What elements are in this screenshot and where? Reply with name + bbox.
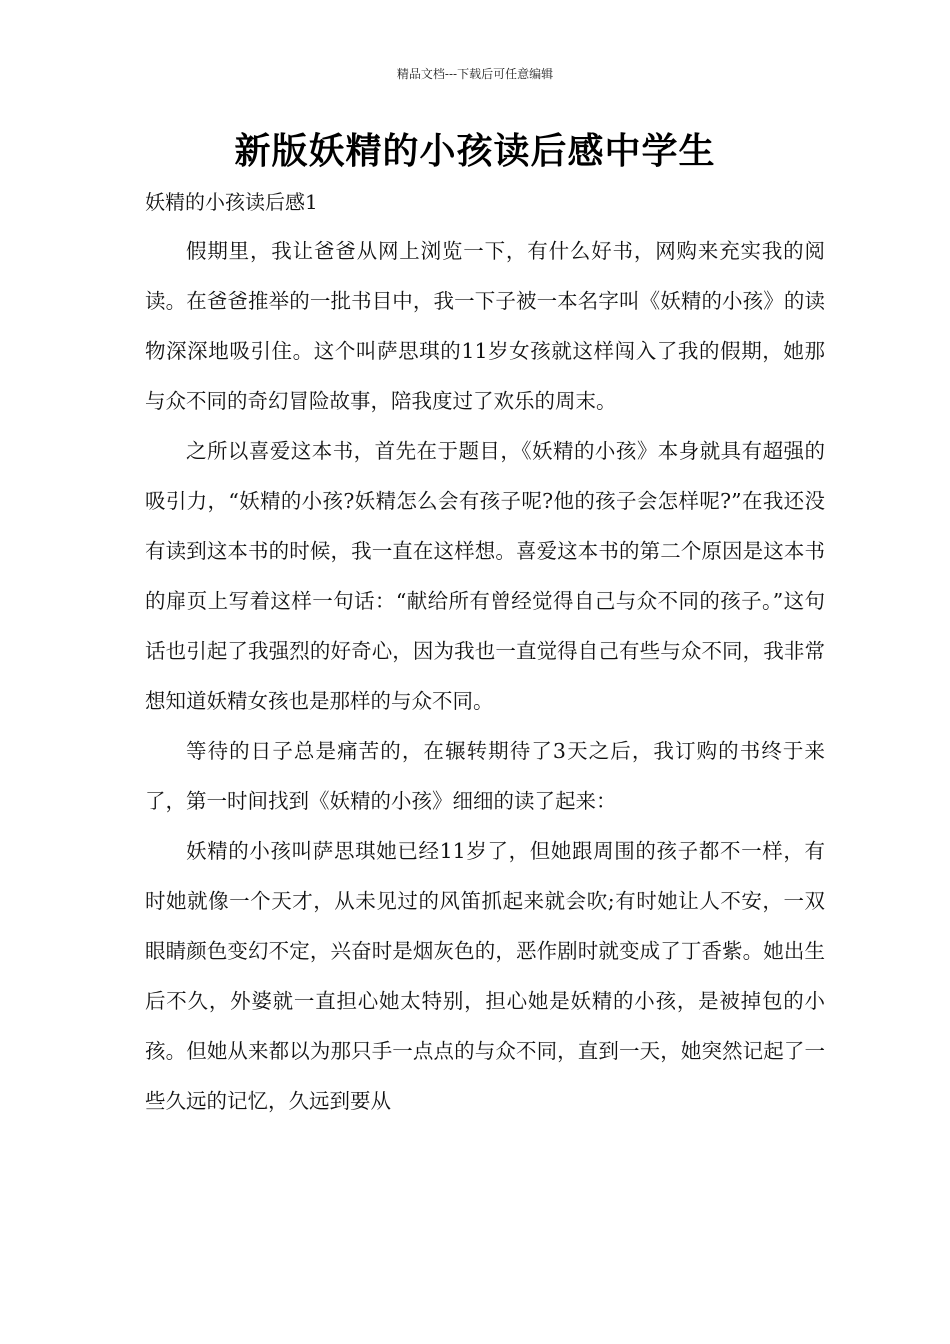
paragraph-2: 之所以喜爱这本书，首先在于题目，《妖精的小孩》本身就具有超强的吸引力，“妖精的小孩?妖精怎么会有孩子呢?他的孩子会怎样呢?”在我还没有读到这本书的时候，我一直在这样想。喜爱这本书的第二个原因是这本书的扉页上写着这样一句话：“献给所有曾经觉得自己与众不同的孩子。”这句话也引起了我强烈的好奇心，因为我也一直觉得自己有些与众不同，我非常想知道妖精女孩也是那样的与众不同。 [145,439,825,713]
paragraph-1: 假期里，我让爸爸从网上浏览一下，有什么好书，网购来充实我的阅读。在爸爸推举的一批书目中，我一下子被一本名字叫《妖精的小孩》的读物深深地吸引住。这个叫萨思琪的11岁女孩就这样闯入了我的假期，她那与众不同的奇幻冒险故事，陪我度过了欢乐的周末。 [145,239,825,413]
paragraph-4: 妖精的小孩叫萨思琪她已经11岁了，但她跟周围的孩子都不一样，有时她就像一个天才，从未见过的风笛抓起来就会吹;有时她让人不安，一双眼睛颜色变幻不定，兴奋时是烟灰色的，恶作剧时就变成了丁香紫。她出生后不久，外婆就一直担心她太特别，担心她是妖精的小孩，是被掉包的小孩。但她从来都以为那只手一点点的与众不同，直到一天，她突然记起了一些久远的记忆，久远到要从 [145,839,825,1113]
section-heading: 妖精的小孩读后感1 [145,190,318,214]
document-body [145,178,825,1126]
paragraph-3: 等待的日子总是痛苦的，在辗转期待了3天之后，我订购的书终于来了，第一时间找到《妖精的小孩》细细的读了起来： [145,739,825,813]
header-note: 精品文档---下载后可任意编辑 [396,67,554,81]
document-title: 新版妖精的小孩读后感中学生 [234,131,716,172]
